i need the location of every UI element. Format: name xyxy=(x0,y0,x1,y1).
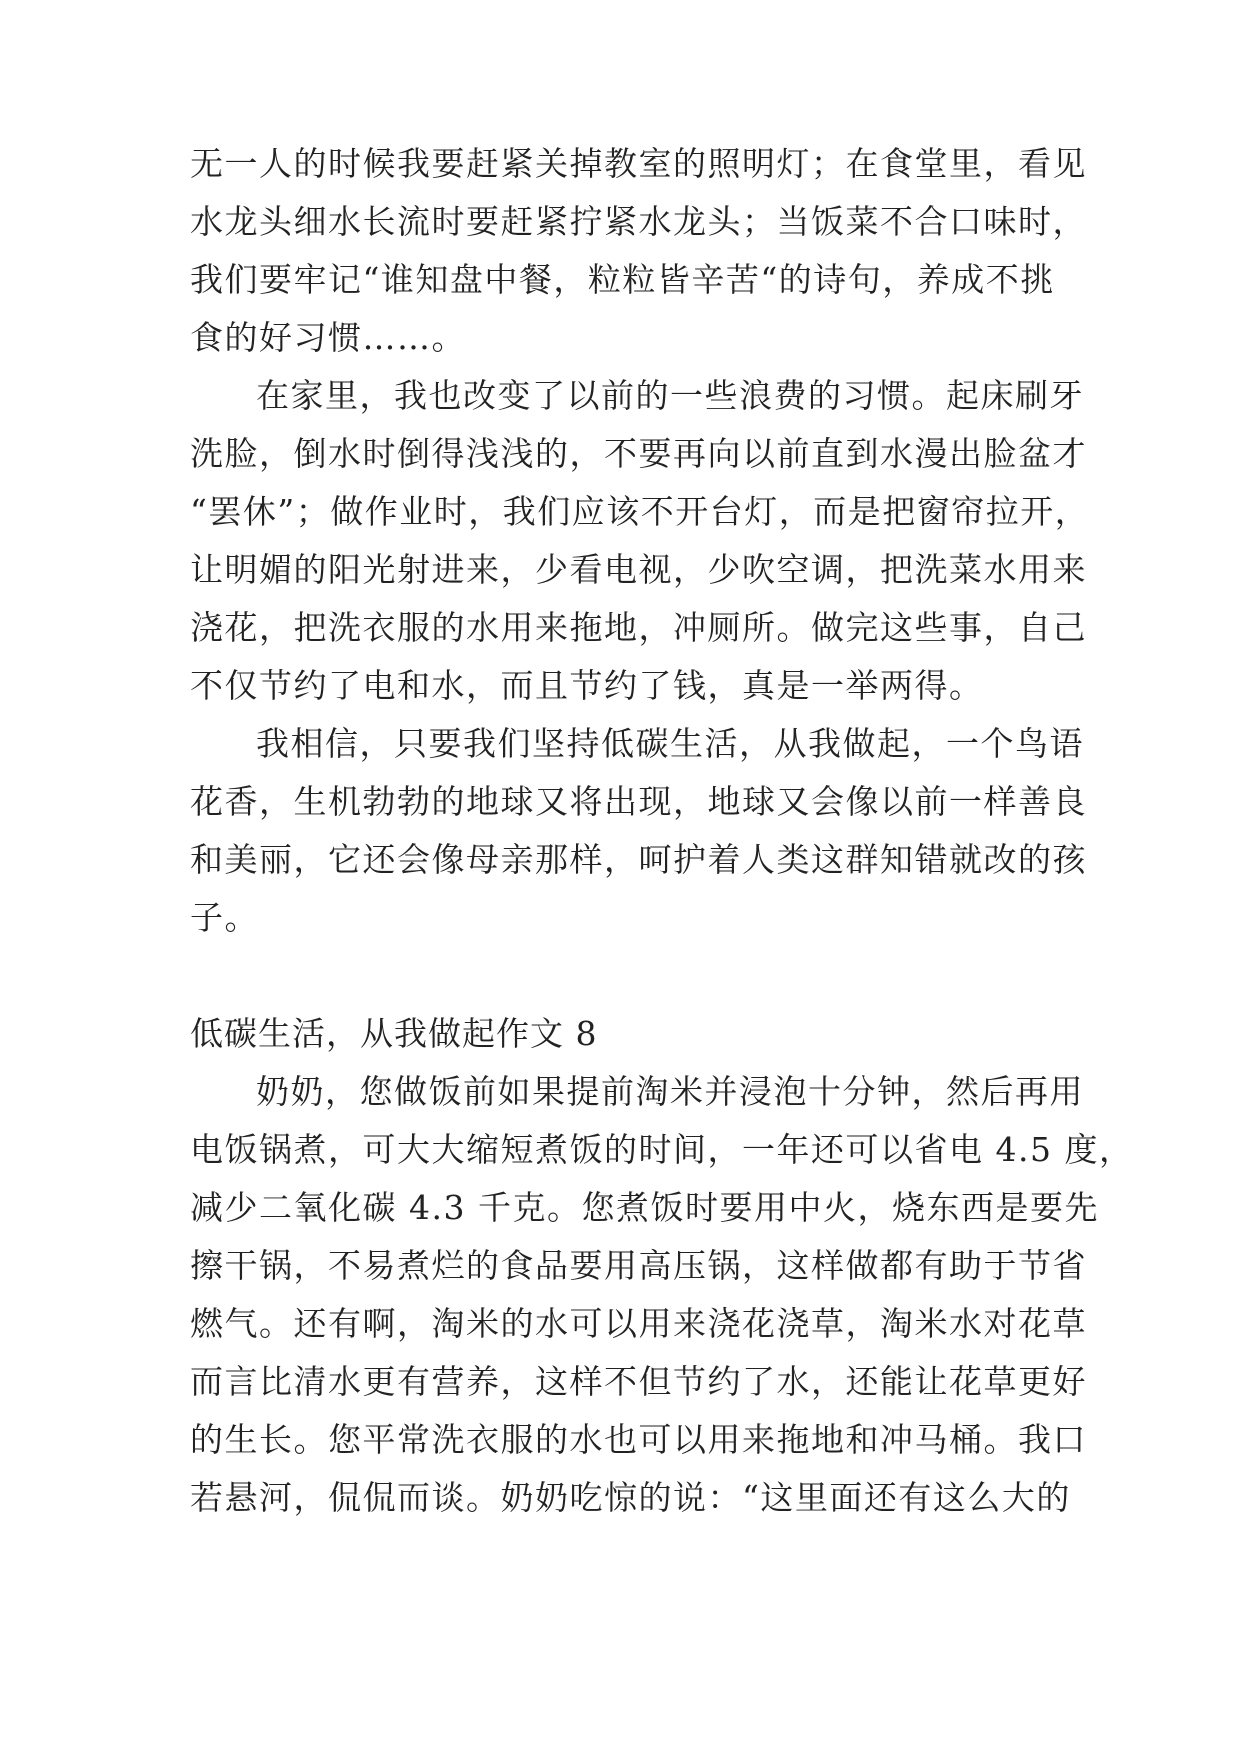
section-title: 低碳生活，从我做起作文 8 xyxy=(190,1014,598,1053)
paragraph-line: 不仅节约了电和水，而且节约了钱，真是一举两得。 xyxy=(190,666,984,705)
paragraph-line: 水龙头细水长流时要赶紧拧紧水龙头；当饭菜不合口味时， xyxy=(190,202,1087,241)
paragraph-line: “罢休”；做作业时，我们应该不开台灯，而是把窗帘拉开， xyxy=(190,492,1090,531)
paragraph-line: 若悬河，侃侃而谈。奶奶吃惊的说：“这里面还有这么大的 xyxy=(190,1478,1071,1517)
paragraph-line: 和美丽，它还会像母亲那样，呵护着人类这群知错就改的孩 xyxy=(190,840,1087,879)
paragraph-line: 洗脸，倒水时倒得浅浅的，不要再向以前直到水漫出脸盆才 xyxy=(190,434,1087,473)
paragraph-line: 浇花，把洗衣服的水用来拖地，冲厕所。做完这些事，自己 xyxy=(190,608,1087,647)
paragraph-line: 而言比清水更有营养，这样不但节约了水，还能让花草更好 xyxy=(190,1362,1087,1401)
paragraph-line: 奶奶，您做饭前如果提前淘米并浸泡十分钟，然后再用 xyxy=(256,1072,1084,1111)
paragraph-line: 子。 xyxy=(190,898,259,937)
paragraph-line: 的生长。您平常洗衣服的水也可以用来拖地和冲马桶。我口 xyxy=(190,1420,1087,1459)
paragraph-line: 电饭锅煮，可大大缩短煮饭的时间，一年还可以省电 4.5 度， xyxy=(190,1130,1134,1169)
paragraph-line: 食的好习惯……。 xyxy=(190,318,466,357)
paragraph-line: 擦干锅，不易煮烂的食品要用高压锅，这样做都有助于节省 xyxy=(190,1246,1087,1285)
paragraph-line: 在家里，我也改变了以前的一些浪费的习惯。起床刷牙 xyxy=(256,376,1084,415)
paragraph-line: 花香，生机勃勃的地球又将出现，地球又会像以前一样善良 xyxy=(190,782,1087,821)
paragraph-line: 我相信，只要我们坚持低碳生活，从我做起，一个鸟语 xyxy=(256,724,1084,763)
paragraph-line: 燃气。还有啊，淘米的水可以用来浇花浇草，淘米水对花草 xyxy=(190,1304,1087,1343)
paragraph-line: 无一人的时候我要赶紧关掉教室的照明灯；在食堂里，看见 xyxy=(190,144,1087,183)
paragraph-line: 让明媚的阳光射进来，少看电视，少吹空调，把洗菜水用来 xyxy=(190,550,1087,589)
paragraph-line: 减少二氧化碳 4.3 千克。您煮饭时要用中火，烧东西是要先 xyxy=(190,1188,1099,1227)
paragraph-line: 我们要牢记“谁知盘中餐，粒粒皆辛苦“的诗句，养成不挑 xyxy=(190,260,1055,299)
